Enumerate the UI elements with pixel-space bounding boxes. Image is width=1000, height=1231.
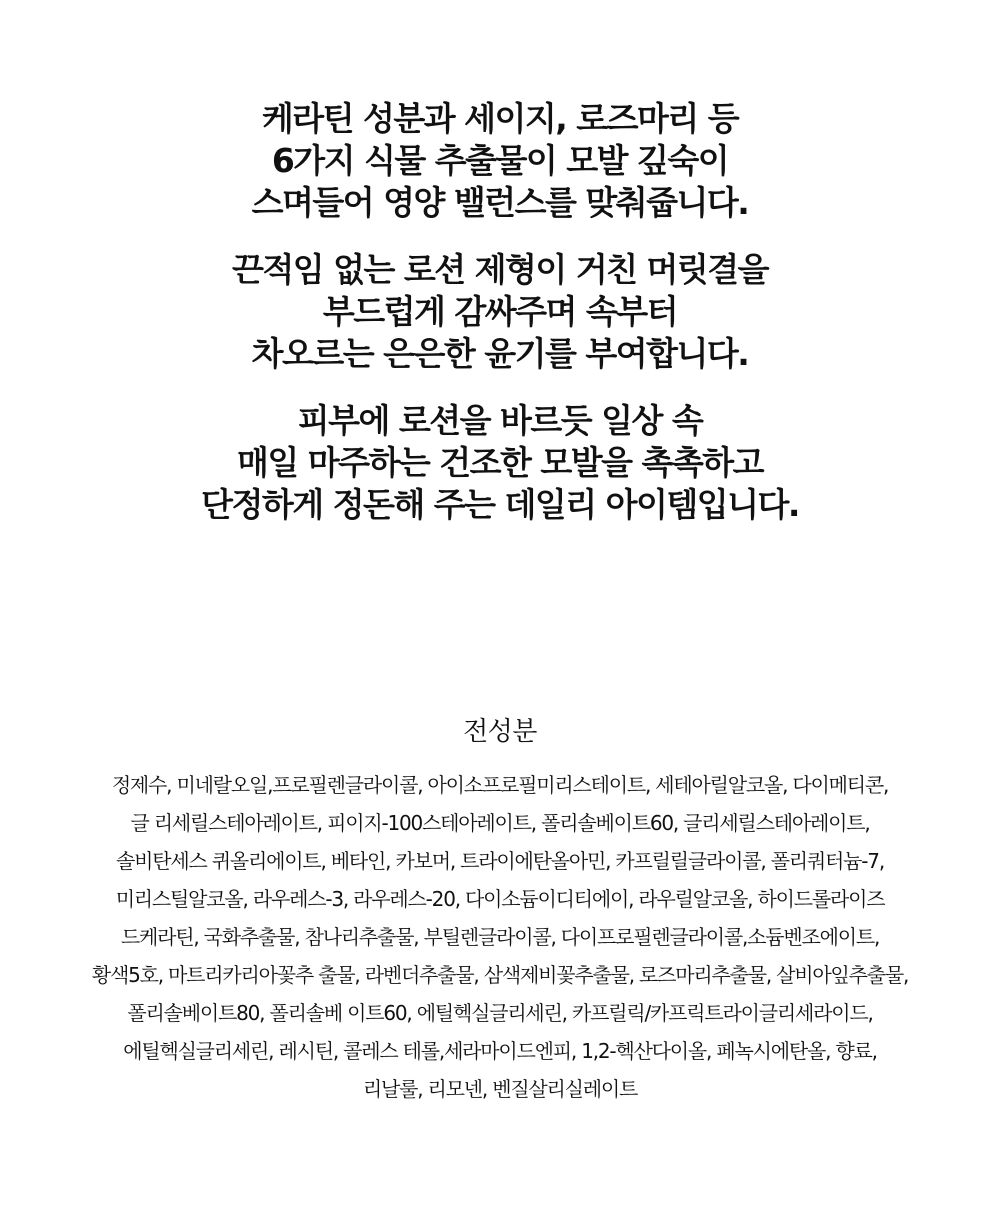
intro-line: 단정하게 정돈해 주는 데일리 아이템입니다.: [201, 485, 799, 524]
intro-line: 매일 마주하는 건조한 모발을 촉촉하고: [236, 443, 763, 482]
ingredients-line: 미리스틸알코올, 라우레스-3, 라우레스-20, 다이소듐이디티에이, 라우릴알코올, 하이드롤라이즈: [115, 887, 885, 911]
intro-paragraph: [0, 249, 1000, 375]
ingredients-line: 폴리솔베이트80, 폴리솔베 이트60, 에틸헥실글리세린, 카프릴릭/카프릭트라이글리세라이드,: [127, 1001, 873, 1025]
ingredients-line: 글 리세릴스테아레이트, 피이지-100스테아레이트, 폴리솔베이트60, 글리세릴스테아레이트,: [130, 811, 870, 835]
intro-line: 6가지 식물 추출물이 모발 깊숙이: [271, 141, 729, 180]
intro-paragraph: [0, 400, 1000, 526]
intro-line: 차오르는 은은한 윤기를 부여합니다.: [251, 334, 749, 373]
ingredients-line: 정제수, 미네랄오일,프로필렌글라이콜, 아이소프로필미리스테이트, 세테아릴알코올, 다이메티콘,: [111, 773, 889, 797]
ingredients-section: [0, 712, 1000, 1108]
intro-line: 스며들어 영양 밸런스를 맞춰줍니다.: [251, 183, 749, 222]
ingredients-line: 드케라틴, 국화추출물, 참나리추출물, 부틸렌글라이콜, 다이프로필렌글라이콜,소듐벤조에이트,: [120, 925, 880, 949]
ingredients-line: 황색5호, 마트리카리아꽃추 출물, 라벤더추출물, 삼색제비꽃추출물, 로즈마리추출물, 살비아잎추출물,: [91, 963, 909, 987]
intro-line: 피부에 로션을 바르듯 일상 속: [297, 401, 703, 440]
ingredients-line: 솔비탄세스 퀴올리에이트, 베타인, 카보머, 트라이에탄올아민, 카프릴릴글라이콜, 폴리쿼터늄-7,: [116, 849, 884, 873]
ingredients-title: 전성분: [463, 717, 537, 747]
ingredients-line: 에틸헥실글리세린, 레시틴, 콜레스 테롤,세라마이드엔피, 1,2-헥산다이올, 페녹시에탄올, 향료,: [123, 1039, 877, 1063]
intro-line: 끈적임 없는 로션 제형이 거친 머릿결을: [232, 250, 768, 289]
intro-description: [0, 98, 1000, 551]
ingredients-line: 리날룰, 리모넨, 벤질살리실레이트: [362, 1077, 638, 1101]
intro-paragraph: [0, 98, 1000, 224]
intro-line: 케라틴 성분과 세이지, 로즈마리 등: [261, 99, 739, 138]
intro-line: 부드럽게 감싸주며 속부터: [322, 292, 678, 331]
